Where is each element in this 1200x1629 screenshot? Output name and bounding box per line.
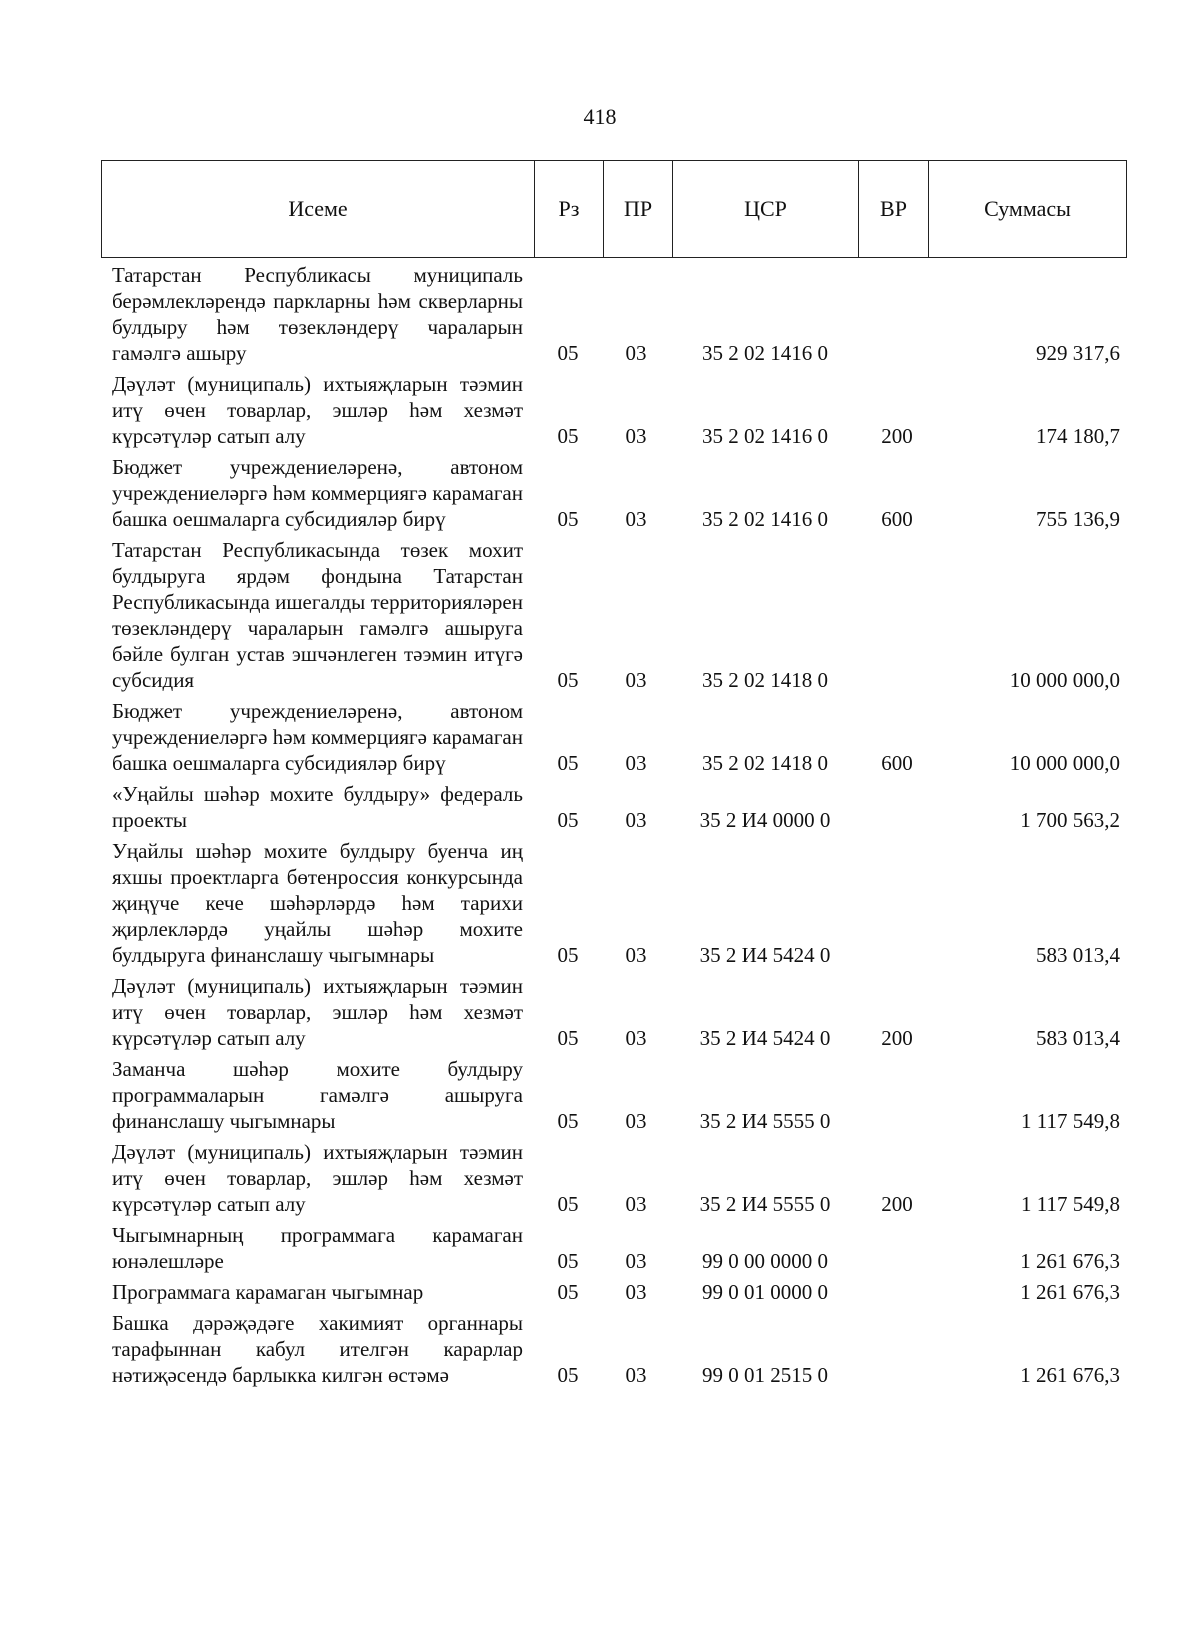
row-name: Чыгымнарның программага карамаган юнәлешләре	[112, 1223, 523, 1273]
row-name: Башка дәрәҗәдәге хакимият органнары тарафыннан кабул ителгән карарлар нәтиҗәсендә барлыкка килгән өстәмә	[112, 1311, 523, 1387]
table-row	[0, 454, 1200, 532]
row-name: Дәүләт (муниципаль) ихтыяҗларын тәэмин итү өчен товарлар, эшләр һәм хезмәт күрсәтүләр сатып алу	[112, 974, 523, 1050]
row-pr: 03	[625, 1363, 647, 1387]
row-name: Дәүләт (муниципаль) ихтыяҗларын тәэмин итү өчен товарлар, эшләр һәм хезмәт күрсәтүләр сатып алу	[112, 1140, 523, 1216]
row-csr: 35 2 И4 0000 0	[699, 808, 831, 832]
header-rz: Рз	[535, 161, 604, 257]
row-rz: 05	[557, 808, 579, 832]
row-sum: 1 700 563,2	[1020, 808, 1120, 832]
table-row	[0, 838, 1200, 968]
row-rz: 05	[557, 751, 579, 775]
header-vr: ВР	[859, 161, 929, 257]
table-row	[0, 698, 1200, 776]
row-csr: 35 2 02 1418 0	[702, 751, 828, 775]
row-csr: 35 2 02 1416 0	[702, 341, 828, 365]
table-row	[0, 973, 1200, 1051]
row-csr: 99 0 00 0000 0	[702, 1249, 828, 1273]
row-rz: 05	[557, 668, 579, 692]
row-pr: 03	[625, 424, 647, 448]
row-name: «Уңайлы шәһәр мохите булдыру» федераль проекты	[112, 782, 523, 832]
row-rz: 05	[557, 1363, 579, 1387]
row-rz: 05	[557, 1109, 579, 1133]
row-vr: 600	[881, 751, 913, 775]
row-pr: 03	[625, 668, 647, 692]
row-sum: 1 117 549,8	[1021, 1109, 1120, 1133]
row-name: Бюджет учреждениеләренә, автоном учреждениеләргә һәм коммерциягә карамаган башка оешмаларга субсидияләр бирү	[112, 455, 523, 531]
row-sum: 1 261 676,3	[1020, 1280, 1120, 1304]
table-row	[0, 781, 1200, 833]
table-header	[101, 160, 1127, 258]
table-body	[0, 262, 1200, 1393]
row-rz: 05	[557, 507, 579, 531]
row-rz: 05	[557, 1026, 579, 1050]
row-sum: 174 180,7	[1036, 424, 1120, 448]
row-pr: 03	[625, 1192, 647, 1216]
row-pr: 03	[625, 507, 647, 531]
row-vr: 200	[881, 1026, 913, 1050]
row-pr: 03	[625, 751, 647, 775]
row-rz: 05	[557, 943, 579, 967]
row-name: Дәүләт (муниципаль) ихтыяҗларын тәэмин итү өчен товарлар, эшләр һәм хезмәт күрсәтүләр сатып алу	[112, 372, 523, 448]
table-row	[0, 371, 1200, 449]
table-row	[0, 1222, 1200, 1274]
row-sum: 10 000 000,0	[1009, 751, 1120, 775]
row-name: Заманча шәһәр мохите булдыру программаларын гамәлгә ашыруга финанслашу чыгымнары	[112, 1057, 523, 1133]
row-name: Программага карамаган чыгымнар	[112, 1280, 424, 1304]
row-sum: 1 261 676,3	[1020, 1363, 1120, 1387]
header-pr: ПР	[604, 161, 673, 257]
row-csr: 35 2 02 1416 0	[702, 507, 828, 531]
row-csr: 35 2 И4 5424 0	[699, 943, 831, 967]
row-pr: 03	[625, 1280, 647, 1304]
row-sum: 929 317,6	[1036, 341, 1120, 365]
row-name: Уңайлы шәһәр мохите булдыру буенча иң яхшы проектларга бөтенроссия конкурсында җиңүче кече шәһәрләрдә һәм тарихи җирлекләрдә уңайлы шәһәр мохите булдыруга финанслашу чыгымнары	[112, 839, 523, 967]
row-rz: 05	[557, 1280, 579, 1304]
page-number: 418	[583, 104, 617, 129]
table-row	[0, 1139, 1200, 1217]
row-sum: 10 000 000,0	[1009, 668, 1120, 692]
row-csr: 35 2 02 1418 0	[702, 668, 828, 692]
header-name: Исеме	[102, 161, 535, 257]
row-csr: 35 2 И4 5555 0	[699, 1192, 831, 1216]
row-csr: 99 0 01 2515 0	[702, 1363, 828, 1387]
row-rz: 05	[557, 424, 579, 448]
row-csr: 99 0 01 0000 0	[702, 1280, 828, 1304]
table-row	[0, 262, 1200, 366]
row-csr: 35 2 И4 5555 0	[699, 1109, 831, 1133]
row-vr: 200	[881, 1192, 913, 1216]
row-pr: 03	[625, 341, 647, 365]
row-vr: 600	[881, 507, 913, 531]
row-pr: 03	[625, 1249, 647, 1273]
row-pr: 03	[625, 1026, 647, 1050]
row-name: Татарстан Республикасы муниципаль берәмлекләрендә паркларны һәм скверларны булдыру һәм төзекләндерү чараларын гамәлгә ашыру	[112, 263, 523, 365]
row-sum: 583 013,4	[1036, 1026, 1120, 1050]
row-sum: 583 013,4	[1036, 943, 1120, 967]
header-csr: ЦСР	[673, 161, 859, 257]
row-csr: 35 2 И4 5424 0	[699, 1026, 831, 1050]
row-pr: 03	[625, 943, 647, 967]
row-rz: 05	[557, 1192, 579, 1216]
row-rz: 05	[557, 341, 579, 365]
row-name: Бюджет учреждениеләренә, автоном учреждениеләргә һәм коммерциягә карамаган башка оешмаларга субсидияләр бирү	[112, 699, 523, 775]
row-sum: 1 117 549,8	[1021, 1192, 1120, 1216]
row-rz: 05	[557, 1249, 579, 1273]
row-sum: 1 261 676,3	[1020, 1249, 1120, 1273]
table-row	[0, 537, 1200, 693]
table-row	[0, 1279, 1200, 1305]
header-sum: Суммасы	[984, 196, 1071, 221]
row-sum: 755 136,9	[1036, 507, 1120, 531]
table-row	[0, 1056, 1200, 1134]
row-csr: 35 2 02 1416 0	[702, 424, 828, 448]
table-row	[0, 1310, 1200, 1388]
row-pr: 03	[625, 808, 647, 832]
row-name: Татарстан Республикасында төзек мохит булдыруга ярдәм фондына Татарстан Республикасында ишегалды территорияләрен төзекләндерү чараларын гамәлгә ашыруга бәйле булган устав эшчәнлеген тәэмин итүгә субсидия	[112, 538, 523, 692]
row-vr: 200	[881, 424, 913, 448]
row-pr: 03	[625, 1109, 647, 1133]
